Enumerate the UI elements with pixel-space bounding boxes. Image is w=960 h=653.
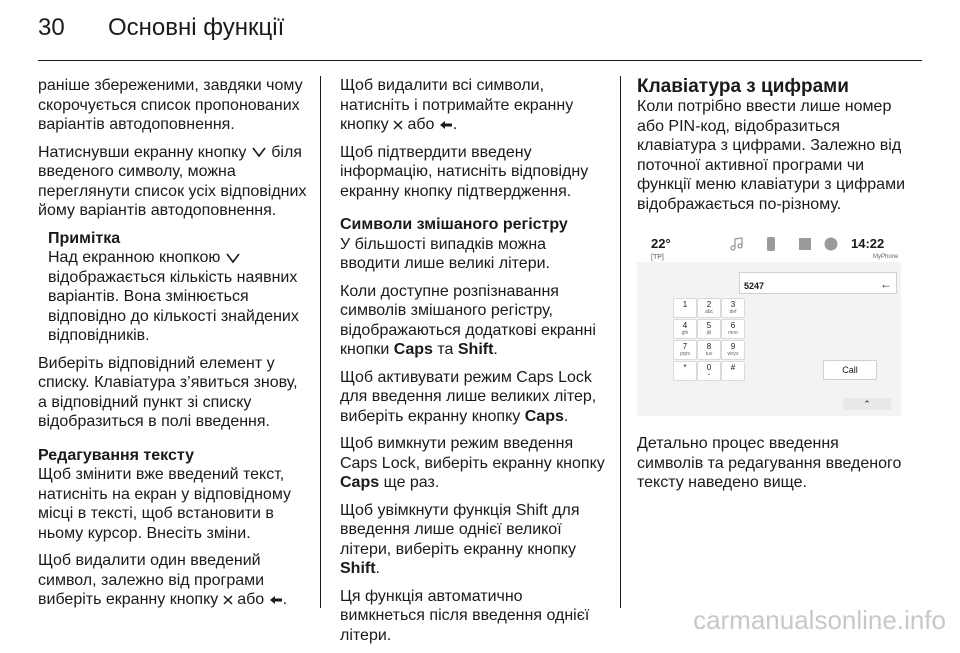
- keypad-key[interactable]: [673, 319, 697, 339]
- paragraph-text: Натиснувши екранну кнопку: [38, 143, 247, 161]
- grid-icon: [797, 236, 813, 252]
- collapse-keyboard-button[interactable]: [843, 398, 891, 410]
- phone-name: MyPhone: [873, 254, 899, 260]
- key-digit: 4: [682, 321, 688, 330]
- keypad-key[interactable]: [673, 298, 697, 318]
- clock: 14:22: [851, 236, 885, 251]
- close-icon: [393, 120, 403, 130]
- keypad-key[interactable]: [697, 340, 721, 360]
- key-letters: jkl: [706, 330, 712, 336]
- paragraph-text: або: [407, 116, 435, 133]
- key-letters: abc: [704, 309, 714, 315]
- chevron-up-icon: ⌃: [863, 399, 871, 409]
- tp-label: [TP]: [651, 254, 664, 261]
- key-letters: wxyz: [727, 351, 739, 357]
- paragraph-text: Щоб видалити всі символи, натисніть і потримайте екранну кнопку: [340, 77, 574, 133]
- page-header: [38, 14, 284, 42]
- key-letters: pqrs: [680, 351, 690, 357]
- paragraph: [340, 434, 608, 493]
- note: [48, 229, 310, 346]
- page-number: 30: [38, 14, 65, 41]
- shift-label: Shift: [340, 560, 376, 577]
- paragraph: Коли потрібно ввести лише номер або PIN-код, відобразиться клавіатура з цифрами. Залежно від поточної активної програми чи функції меню клавіатури з цифрами відображається по-різному.: [637, 98, 906, 213]
- keypad-key[interactable]: [721, 340, 745, 360]
- keypad-key[interactable]: [721, 319, 745, 339]
- keypad-key[interactable]: [721, 361, 745, 381]
- keypad-key[interactable]: [721, 298, 745, 318]
- paragraph-text: Коли доступне розпізнавання символів змішаного регістру, відображаються додаткові екранні кнопки: [340, 282, 596, 358]
- shift-label: Shift: [457, 341, 494, 358]
- watermark: carmanualsonline.info: [693, 605, 946, 635]
- key-digit: 0: [706, 363, 712, 372]
- key-letters: mno: [728, 330, 738, 336]
- keypad-key[interactable]: [673, 340, 697, 360]
- section-heading: Символи змішаного регістру: [340, 216, 568, 233]
- music-note-icon: [729, 236, 745, 252]
- column-divider: [620, 76, 621, 608]
- column-1: [38, 76, 310, 618]
- paragraph: Щоб увімкнути функція Shift для введення лише однієї великої літери, виберіть екранну кнопку Shift.: [340, 501, 580, 577]
- key-digit: 9: [730, 342, 736, 351]
- paragraph: Коли доступне розпізнавання символів змішаного регістру, відображаються додаткові екранні кнопки Caps та Shift.: [340, 282, 596, 358]
- column-divider: [320, 76, 321, 608]
- key-digit: 5: [706, 321, 712, 330]
- caps-label: Caps: [524, 407, 564, 425]
- paragraph-text: Щоб увімкнути функція Shift для введення лише однієї великої літери, виберіть екранну кнопку: [340, 501, 580, 558]
- temperature: 22°: [651, 236, 671, 251]
- paragraph-text: або: [237, 591, 265, 608]
- key-letters: ghi: [681, 330, 689, 336]
- keypad-key[interactable]: [697, 361, 721, 381]
- paragraph-text: біля введеного символу, можна переглянути список усіх відповідних йому варіантів автодоповнення.: [38, 143, 307, 219]
- paragraph: У більшості випадків можна вводити лише великі літери.: [340, 235, 550, 272]
- chevron-down-icon: [225, 252, 241, 264]
- keypad-key[interactable]: [697, 298, 721, 318]
- keypad-key[interactable]: [697, 319, 721, 339]
- paragraph-text: Щоб вимкнути режим введення Caps Lock, виберіть екранну кнопку: [340, 435, 605, 472]
- keypad-key[interactable]: [673, 361, 697, 381]
- paragraph: Щоб підтвердити введену інформацію, натисніть відповідну екранну кнопку підтвердження.: [340, 143, 589, 200]
- key-digit: 7: [682, 342, 688, 351]
- key-letters: tuv: [705, 351, 713, 357]
- caps-label: Caps: [393, 341, 433, 358]
- paragraph-text: ще раз.: [383, 474, 440, 491]
- backspace-icon[interactable]: ←: [880, 277, 892, 291]
- note-title: Примітка: [48, 229, 121, 247]
- chevron-down-icon: [251, 146, 267, 158]
- key-digit: 2: [706, 300, 712, 309]
- page-title: Основні функції: [108, 14, 285, 41]
- number-entry-field[interactable]: [739, 272, 897, 294]
- paragraph-text: та: [437, 341, 454, 358]
- note-text: Над екранною кнопкою: [48, 249, 221, 266]
- key-digit: 3: [730, 300, 736, 309]
- close-icon: [223, 595, 233, 605]
- header-rule: [38, 60, 922, 61]
- paragraph-text: Щоб активувати режим Caps Lock для введення лише великих літер, виберіть екранну кнопку: [340, 368, 597, 425]
- caps-label: Caps: [340, 474, 380, 491]
- backspace-arrow-icon: [439, 120, 453, 130]
- paragraph-text: Щоб видалити один введений символ, залежно від програми виберіть екранну кнопку: [38, 552, 265, 608]
- call-button[interactable]: Call: [823, 360, 877, 380]
- paragraph: Ця функція автоматично вимкнеться після введення однієї літери.: [340, 587, 590, 644]
- section-heading: Редагування тексту: [38, 446, 194, 464]
- column-2: [340, 76, 608, 653]
- paragraph: раніше збереженими, завдяки чому скорочується список пропонованих варіантів автодоповнення.: [38, 77, 303, 133]
- key-digit: *: [683, 363, 687, 372]
- key-letters: +: [707, 372, 711, 378]
- paragraph: Детально процес введення символів та редагування введеного тексту наведено вище.: [637, 435, 902, 491]
- key-digit: 8: [706, 342, 712, 351]
- key-digit: 6: [730, 321, 736, 330]
- phone-icon: [763, 236, 779, 252]
- key-digit: #: [730, 363, 736, 372]
- keypad-screenshot: [637, 226, 901, 416]
- paragraph: Виберіть відповідний елемент у списку. Клавіатура з’явиться знову, а відповідний пункт зі списку відобразиться в полі введення.: [38, 354, 298, 430]
- backspace-arrow-icon: [269, 595, 283, 605]
- paragraph: Щоб видалити один введений символ, залежно від програми виберіть екранну кнопку або .: [38, 552, 288, 608]
- key-digit: 1: [682, 300, 688, 309]
- paragraph: Щоб змінити вже введений текст, натисніть на екран у відповідному місці в тексті, щоб встановити в ньому курсор. Внесіть зміни.: [38, 466, 292, 542]
- paragraph: Щоб видалити всі символи, натисніть і потримайте екранну кнопку або .: [340, 77, 574, 133]
- section-heading: Клавіатура з цифрами: [637, 76, 849, 97]
- paragraph: Щоб активувати режим Caps Lock для введення лише великих літер, виберіть екранну кнопку Caps.: [340, 368, 597, 425]
- column-3: [637, 76, 909, 501]
- app-circle-icon: [823, 236, 839, 252]
- key-letters: def: [729, 309, 737, 315]
- note-text: відображається кількість наявних варіантів. Вона змінюється відповідно до кількості знайдених відповідників.: [48, 268, 299, 344]
- paragraph: [38, 143, 310, 221]
- entry-value: 5247: [744, 281, 765, 291]
